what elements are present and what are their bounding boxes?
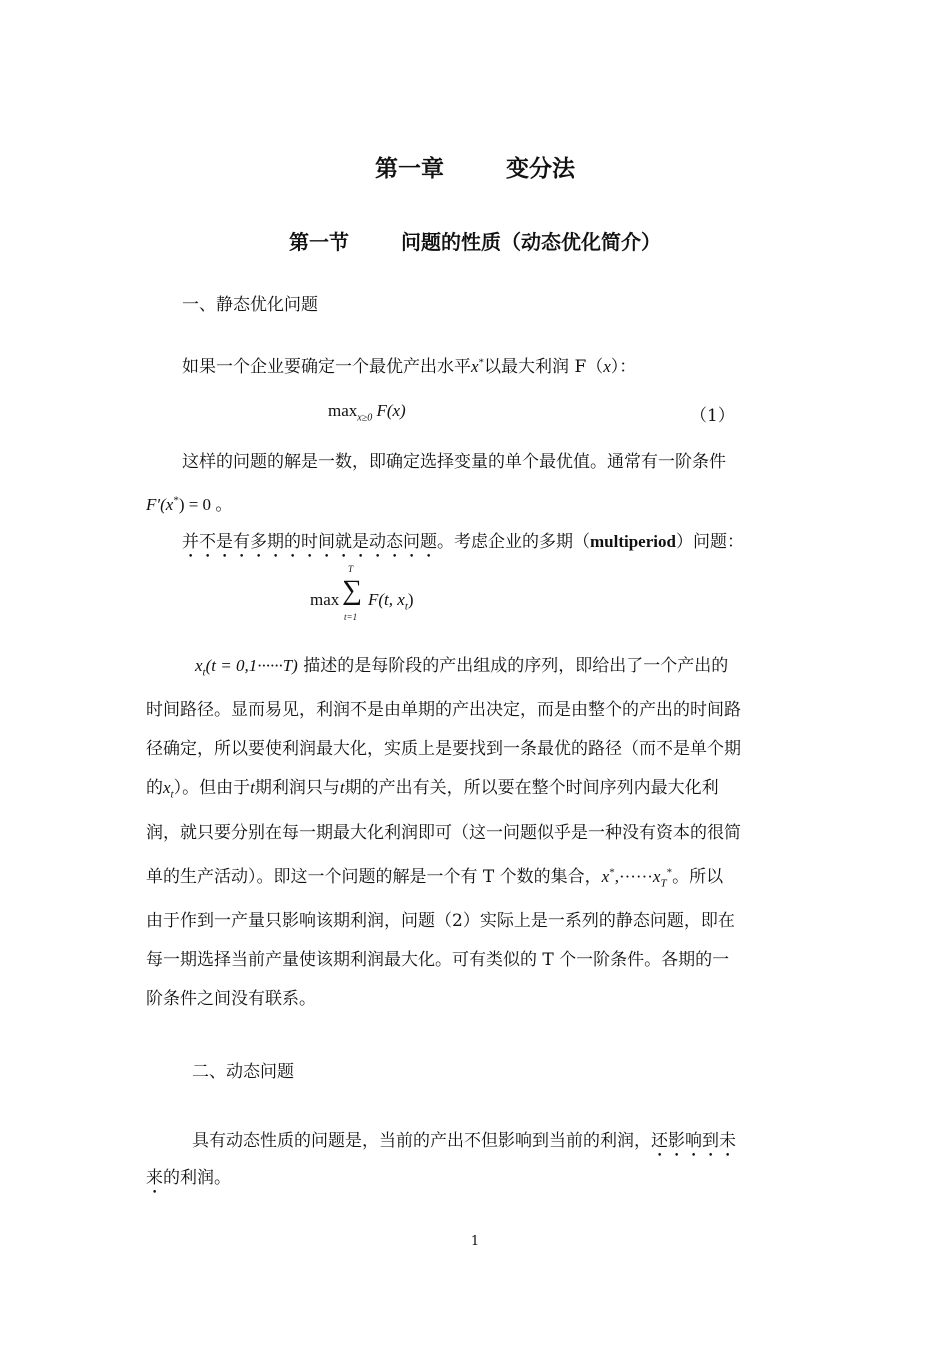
text-span: 期利润只与 (254, 778, 340, 798)
text-span: 期的产出有关，所以要在整个时间序列内最大化利 (344, 778, 719, 798)
math-max: max (328, 401, 358, 420)
math-expr: ) = 0 (178, 495, 212, 514)
math-expr: F(t, x (368, 590, 405, 609)
sum-upper-limit: T (348, 564, 354, 574)
equation-1-label: （1） (690, 406, 735, 426)
math-expr: F′(x (146, 495, 174, 514)
math-var: x (195, 656, 203, 675)
paragraph-line-3: 径确定，所以要使利润最大化，实质上是要找到一条最优的路径（而不是单个期 (146, 739, 741, 759)
text-span: 单的生产活动）。即这一个问题的解是一个有 T 个数的集合， (146, 867, 602, 887)
sum-body (368, 590, 414, 613)
math-var: x (471, 357, 479, 376)
paragraph-line-1 (195, 651, 729, 679)
paragraph-line-9: 阶条件之间没有联系。 (146, 989, 316, 1009)
section-name: 问题的性质（动态优化简介） (401, 230, 661, 254)
emphasis-text: 来 (146, 1168, 163, 1188)
text-span: 具有动态性质的问题是，当前的产出不但影响到当前的利润， (192, 1131, 651, 1151)
paragraph-line-2: 时间路径。显而易见，利润不是由单期的产出决定，而是由整个的产出的时间路 (146, 700, 741, 720)
text-span: 以最大利润 F（ (484, 357, 604, 377)
text-span: ）问题： (675, 532, 744, 552)
chapter-name: 变分法 (506, 156, 575, 182)
chapter-title (0, 150, 950, 183)
page-number: 1 (470, 1234, 480, 1249)
emphasis-text: 并不是有多期的时间就是动态问题 (182, 532, 437, 552)
math-var: t (250, 778, 255, 797)
math-sub: t (170, 788, 174, 801)
text-span: 描述的是每阶段的产出组成的序列，即给出了一个产出的 (303, 656, 729, 676)
math-expr: ,······ (614, 867, 653, 886)
math-sub: x≥0 (357, 412, 373, 424)
math-sub: t (202, 666, 206, 679)
math-var: t (339, 778, 345, 797)
chapter-number: 第一章 (375, 156, 444, 182)
text-span: 。考虑企业的多期（ (437, 532, 590, 552)
equation-1 (328, 401, 406, 424)
term-multiperiod: multiperiod (590, 532, 676, 551)
math-var: x (652, 867, 661, 886)
text-span: ）。但由于 (173, 778, 251, 798)
text-span: 如果一个企业要确定一个最优产出水平 (182, 357, 471, 377)
math-var: x (603, 357, 611, 376)
math-expr: F(x) (376, 401, 406, 420)
paragraph-dynamic-line-1 (192, 1126, 736, 1161)
text-span: 的利润。 (163, 1168, 231, 1188)
paragraph-line-8: 每一期选择当前产量使该期利润最大化。可有类似的 T 个一阶条件。各期的一 (146, 950, 730, 970)
paragraph-line-7: 由于作到一产量只影响该期利润，问题（2）实际上是一系列的静态问题，即在 (146, 911, 735, 931)
sum-lower-limit: t=1 (344, 612, 358, 622)
paragraph-dynamic-line-2 (146, 1163, 231, 1198)
math-var: x (163, 778, 171, 797)
text-span: 。 (215, 495, 233, 514)
equation-first-order (146, 490, 232, 515)
emphasis-text: 还影响到未 (651, 1131, 736, 1151)
math-sub: T (660, 877, 667, 890)
math-sup: * (173, 494, 179, 507)
equation-2 (310, 560, 450, 630)
text-span: 。所以 (672, 867, 724, 887)
text-span: ）： (610, 357, 637, 377)
math-sup: * (609, 866, 615, 879)
math-sub: t (404, 600, 408, 613)
paragraph-line-6 (146, 862, 724, 890)
math-expr: ) (407, 590, 414, 609)
math-var: x (601, 867, 610, 886)
math-expr: (t = 0,1······T) (205, 656, 298, 675)
sigma-icon: ∑ (342, 575, 362, 606)
paragraph-line-5: 润，就只要分别在每一期最大化利润即可（这一问题似乎是一种没有资本的很简 (146, 823, 741, 843)
paragraph-first-order: 这样的问题的解是一数，即确定选择变量的单个最优值。通常有一阶条件 (182, 452, 726, 472)
heading-dynamic-problem: 二、动态问题 (192, 1062, 294, 1082)
section-title (0, 226, 950, 255)
paragraph-line-4 (146, 773, 719, 801)
math-sup: * (478, 356, 485, 369)
heading-static-optimization: 一、静态优化问题 (182, 295, 318, 315)
math-sup: * (666, 866, 673, 879)
math-max: max (310, 590, 340, 609)
paragraph-intro (182, 352, 636, 377)
paragraph-multiperiod (182, 527, 744, 562)
text-span: 的 (146, 778, 163, 798)
section-number: 第一节 (289, 230, 349, 254)
